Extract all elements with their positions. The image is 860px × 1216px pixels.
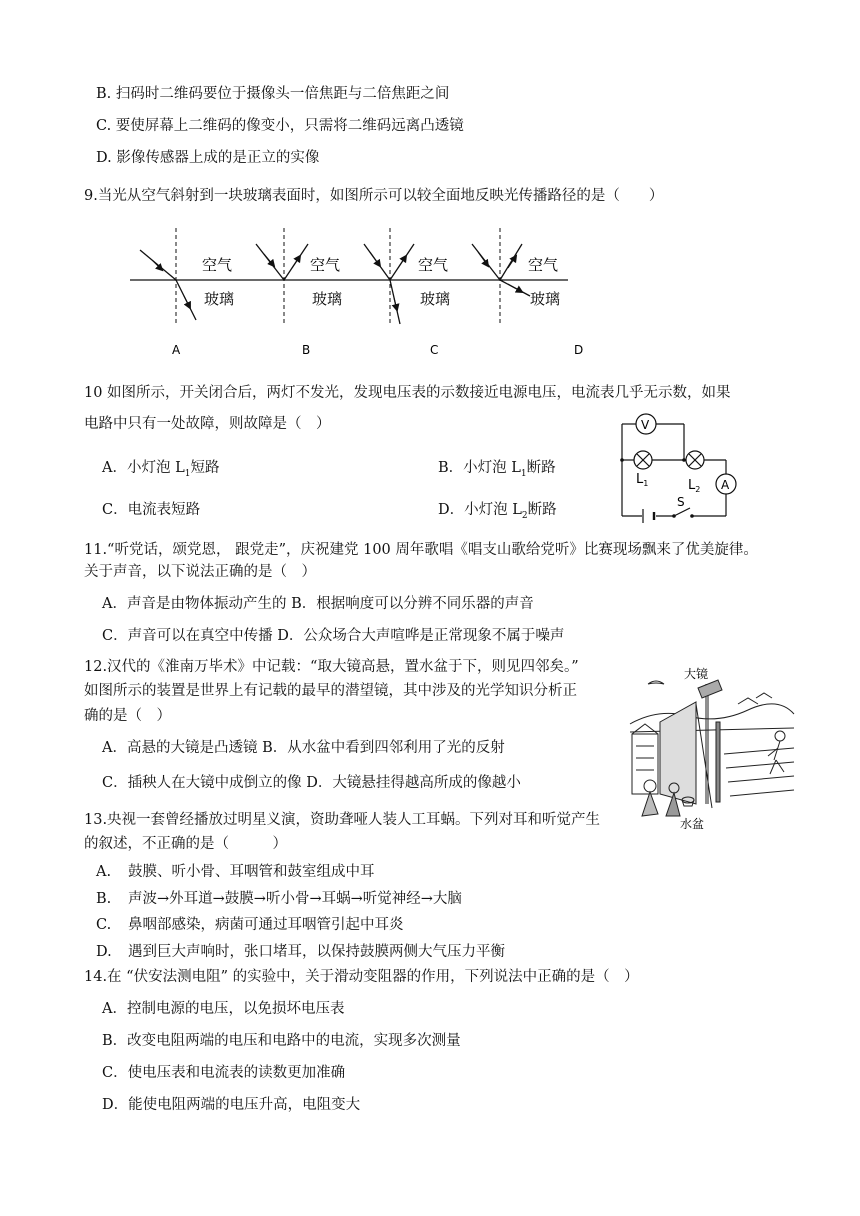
q13-option-c-key: C. (96, 917, 112, 933)
label-b: B (302, 343, 311, 357)
label-d: D (574, 343, 584, 357)
q9-diagram-c (364, 228, 450, 326)
q14-stem: 14.在 “伏安法测电阻” 的实验中，关于滑动变阻器的作用，下列说法中正确的是（ ） (84, 969, 639, 985)
q13-stem-1: 13.央视一套曾经播放过明星义演，资助聋哑人装人工耳蜗。下列对耳和听觉产生 (84, 812, 601, 828)
label-a: A (172, 343, 181, 357)
voltmeter-label: V (641, 418, 650, 432)
air-label-a: 空气 (202, 256, 233, 274)
switch-label: S (677, 495, 685, 509)
basin-label: 水盆 (680, 817, 705, 831)
q13-option-b-key: B. (96, 891, 112, 907)
q9-figure (0, 220, 860, 365)
q12-options-ab: A．高悬的大镜是凸透镜 B．从水盆中看到四邻利用了光的反射 (102, 740, 505, 756)
q10-stem-1: 10 如图所示，开关闭合后，两灯不发光，发现电压表的示数接近电源电压，电流表几乎无示数，如果 (84, 385, 731, 401)
q11-options-cd: C．声音可以在真空中传播 D．公众场合大声喧哗是正常现象不属于噪声 (102, 628, 565, 644)
glass-label-c: 玻璃 (420, 290, 451, 308)
q14-option-b: B．改变电阻两端的电压和电路中的电流，实现多次测量 (102, 1033, 461, 1049)
q8-option-c: C. 要使屏幕上二维码的像变小，只需将二维码远离凸透镜 (96, 118, 464, 134)
q14-option-d: D．能使电阻两端的电压升高，电阻变大 (102, 1097, 361, 1113)
q11-stem-2: 关于声音，以下说法正确的是（ ） (84, 564, 316, 580)
q14-option-a: A．控制电源的电压，以免损坏电压表 (102, 1001, 345, 1017)
q11-options-ab: A．声音是由物体振动产生的 B．根据响度可以分辨不同乐器的声音 (102, 596, 534, 612)
q13-option-c: 鼻咽部感染，病菌可通过耳咽管引起中耳炎 (128, 917, 404, 933)
q8-option-b: B. 扫码时二维码要位于摄像头一倍焦距与二倍焦距之间 (96, 86, 450, 102)
q13-option-a: 鼓膜、听小骨、耳咽管和鼓室组成中耳 (128, 864, 375, 880)
q12-stem-1: 12.汉代的《淮南万毕术》中记载：“取大镜高悬，置水盆于下，则见四邻矣。” (84, 659, 579, 675)
q9-stem: 9.当光从空气斜射到一块玻璃表面时，如图所示可以较全面地反映光传播路径的是（ ） (84, 188, 664, 204)
q13-option-a-key: A. (96, 864, 112, 880)
glass-label-d: 玻璃 (530, 290, 561, 308)
q10-option-d: D．小灯泡 $L_2$断路 (438, 502, 557, 521)
air-label-c: 空气 (418, 256, 449, 274)
q11-stem-1: 11.“听党话，颂党恩， 跟党走”，庆祝建党 100 周年歌唱《唱支山歌给党听》比赛现场飘来了优美旋律。 (84, 542, 758, 558)
q9-diagram-d (472, 228, 560, 326)
q13-option-d: 遇到巨大声响时，张口堵耳，以保持鼓膜两侧大气压力平衡 (128, 944, 505, 960)
glass-label-b: 玻璃 (312, 290, 343, 308)
q10-option-a: A．小灯泡 $L_1$短路 (102, 460, 220, 479)
q10-circuit-diagram (612, 410, 747, 526)
q14-option-c: C．使电压表和电流表的读数更加准确 (102, 1065, 346, 1081)
q12-options-cd: C．插秧人在大镜中成倒立的像 D．大镜悬挂得越高所成的像越小 (102, 775, 521, 791)
q13-stem-2: 的叙述，不正确的是（ ） (84, 836, 287, 852)
q10-stem-2: 电路中只有一处故障，则故障是（ ） (84, 416, 331, 432)
air-label-b: 空气 (310, 256, 341, 274)
lamp2-label: $L_2$ (688, 478, 701, 494)
q9-diagram-b (256, 228, 342, 326)
ammeter-label: A (721, 478, 730, 492)
air-label-d: 空气 (528, 256, 559, 274)
q10-option-b: B．小灯泡 $L_1$断路 (438, 460, 556, 479)
q13-option-d-key: D. (96, 944, 112, 960)
q13-option-b: 声波→外耳道→鼓膜→听小骨→耳蜗→听觉神经→大脑 (128, 891, 462, 907)
q12-stem-3: 确的是（ ） (84, 708, 171, 724)
label-c: C (430, 343, 439, 357)
q8-option-d: D. 影像传感器上成的是正立的实像 (96, 150, 320, 166)
lamp1-label: $L_1$ (636, 472, 649, 488)
mirror-label: 大镜 (684, 667, 709, 681)
q10-option-c: C．电流表短路 (102, 502, 201, 518)
q12-stem-2: 如图所示的装置是世界上有记载的最早的潜望镜，其中涉及的光学知识分析正 (84, 683, 577, 699)
q9-diagram-a (140, 228, 234, 326)
glass-label-a: 玻璃 (204, 290, 235, 308)
q12-periscope-illustration (628, 664, 796, 832)
